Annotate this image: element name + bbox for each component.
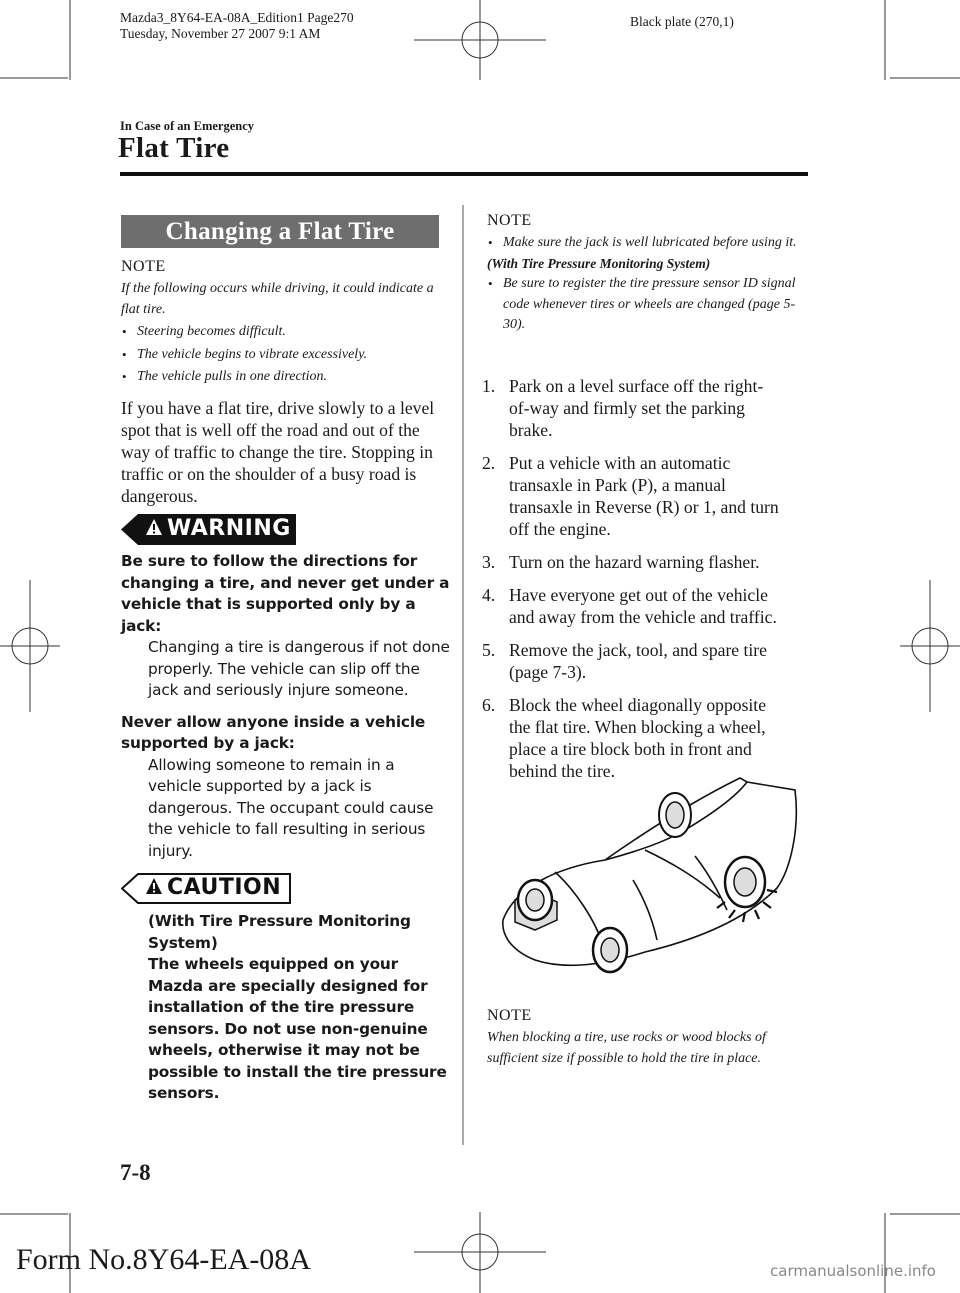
step-number: 2. <box>482 453 496 473</box>
page-number: 7-8 <box>120 1160 151 1185</box>
step-number: 5. <box>482 640 496 660</box>
plate-label: Black plate (270,1) <box>630 14 734 29</box>
step-number: 4. <box>482 585 496 605</box>
warning-1-heading: Be sure to follow the directions for changing a tire, and never get under a vehicle that is supported only by a jack: <box>121 552 450 635</box>
car-blocked-wheel-illustration <box>495 770 810 985</box>
step-item <box>482 452 782 540</box>
watermark: carmanualsonline.info <box>770 1262 936 1280</box>
warning-2-heading: Never allow anyone inside a vehicle supported by a jack: <box>121 712 426 752</box>
step-text: Have everyone get out of the vehicle and away from the vehicle and traffic. <box>509 585 777 627</box>
step-item <box>482 639 782 683</box>
step-item <box>482 694 782 782</box>
warning-2-body: Allowing someone to remain in a vehicle supported by a jack is dangerous. The occupant could cause the vehicle to fall resulting in serious injury. <box>148 755 434 860</box>
caution-body: The wheels equipped on your Mazda are specially designed for installation of the tire pressure sensors. Do not use non-genuine wheels, otherwise it may not be possible to install the tire pressure sensors. <box>148 955 447 1102</box>
note-intro: If the following occurs while driving, it could indicate a flat tire. <box>121 281 434 317</box>
step-number: 1. <box>482 376 496 396</box>
wheel <box>593 928 627 972</box>
steps-list <box>482 375 809 793</box>
step-item <box>482 584 782 628</box>
note-bullet: • Steering becomes difficult. <box>121 322 441 343</box>
left-note <box>121 258 441 388</box>
step-text: Remove the jack, tool, and spare tire (page 7-3). <box>509 640 767 682</box>
note-bullet: • The vehicle pulls in one direction. <box>121 367 441 388</box>
note-bullet: • Be sure to register the tire pressure sensor ID signal code whenever tires or wheels are changed (page 5-30). <box>487 274 807 336</box>
step-text: Put a vehicle with an automatic transaxle in Park (P), a manual transaxle in Reverse (R) or 1, and turn off the engine. <box>509 453 779 539</box>
section-banner: Changing a Flat Tire <box>121 215 439 248</box>
right-note <box>487 212 807 336</box>
intro-paragraph: If you have a flat tire, drive slowly to a level spot that is well off the road and out of the way of traffic to change the tire. Stopping in traffic or on the shoulder of a busy road is dangerous. <box>121 398 435 506</box>
caution-text <box>148 911 448 1105</box>
form-number: Form No.8Y64-EA-08A <box>16 1243 311 1276</box>
blocked-wheel <box>515 880 557 930</box>
warning-1-body: Changing a tire is dangerous if not done properly. The vehicle can slip off the jack and seriously injure someone. <box>148 638 450 699</box>
step-text: Park on a level surface off the right-of-way and firmly set the parking brake. <box>509 376 764 440</box>
step-number: 3. <box>482 552 496 572</box>
step-text: Turn on the hazard warning flasher. <box>509 552 760 572</box>
doc-filename: Mazda3_8Y64-EA-08A_Edition1 Page270 <box>120 10 354 25</box>
page-title: Flat Tire <box>118 132 230 164</box>
title-rule <box>120 172 808 176</box>
step-number: 6. <box>482 695 496 715</box>
note-heading: NOTE <box>487 212 532 229</box>
note-heading: NOTE <box>121 258 166 275</box>
tpms-label: (With Tire Pressure Monitoring System) <box>487 255 711 271</box>
note-bullet: • The vehicle begins to vibrate excessively. <box>121 345 441 366</box>
caution-badge <box>121 873 291 904</box>
step-item <box>482 375 782 441</box>
wheel <box>659 793 691 837</box>
warning-label: WARNING <box>167 516 291 541</box>
note-bullet: • Make sure the jack is well lubricated before using it. <box>487 233 807 254</box>
step-text: Block the wheel diagonally opposite the flat tire. When blocking a wheel, place a tire block both in front and behind the tire. <box>509 695 767 781</box>
note-heading: NOTE <box>487 1007 532 1024</box>
note-text: When blocking a tire, use rocks or wood blocks of sufficient size if possible to hold the tire in place. <box>487 1030 766 1066</box>
section-name: In Case of an Emergency <box>120 119 255 133</box>
document-meta <box>120 10 354 42</box>
warning-badge <box>121 514 296 545</box>
doc-timestamp: Tuesday, November 27 2007 9:1 AM <box>120 26 321 41</box>
caution-label: CAUTION <box>167 875 282 900</box>
step-item <box>482 551 782 573</box>
right-note-2 <box>487 1007 807 1069</box>
warning-text <box>121 551 451 862</box>
caution-subtitle: (With Tire Pressure Monitoring System) <box>148 912 411 952</box>
